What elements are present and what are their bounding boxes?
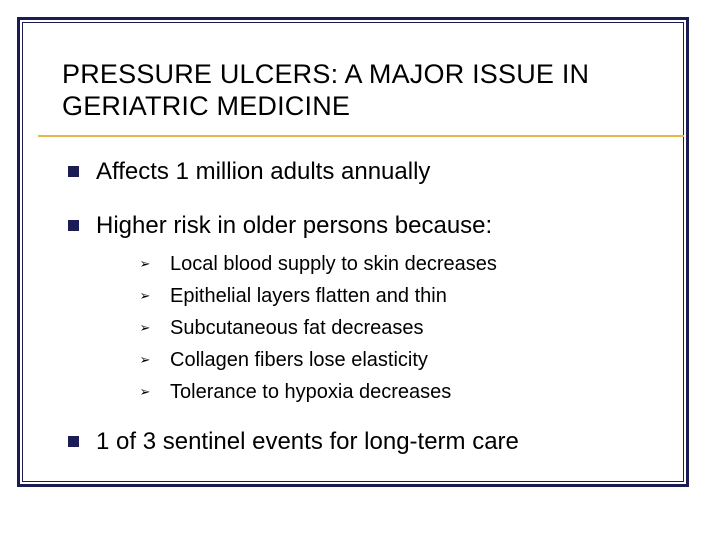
bullet-spacer bbox=[64, 194, 674, 204]
sub-bullet-item bbox=[96, 312, 674, 344]
square-bullet-icon bbox=[68, 436, 79, 447]
square-bullet-icon bbox=[68, 166, 79, 177]
arrowhead-bullet-icon: ➢ bbox=[139, 352, 151, 367]
sub-bullet-text: Local blood supply to skin decreases bbox=[170, 253, 497, 275]
arrowhead-bullet-icon: ➢ bbox=[139, 320, 151, 335]
sub-bullet-text: Tolerance to hypoxia decreases bbox=[170, 381, 452, 403]
bullet-text: Affects 1 million adults annually bbox=[96, 158, 431, 185]
slide-title: PRESSURE ULCERS: A MAJOR ISSUE IN GERIATRIC MEDICINE bbox=[62, 59, 590, 121]
sub-bullet-text: Collagen fibers lose elasticity bbox=[170, 349, 428, 371]
sub-bullet-text: Epithelial layers flatten and thin bbox=[170, 285, 447, 307]
bullet-item bbox=[64, 204, 674, 408]
bullet-text: Higher risk in older persons because: bbox=[96, 212, 493, 239]
arrowhead-bullet-icon: ➢ bbox=[139, 256, 151, 271]
sub-bullet-item bbox=[96, 280, 674, 312]
sub-bullet-list bbox=[96, 248, 674, 408]
bullet-list bbox=[64, 150, 674, 464]
sub-bullet-text: Subcutaneous fat decreases bbox=[170, 317, 424, 339]
arrowhead-bullet-icon: ➢ bbox=[139, 384, 151, 399]
bullet-item bbox=[64, 420, 674, 464]
title-underline bbox=[38, 135, 684, 137]
arrowhead-bullet-icon: ➢ bbox=[139, 288, 151, 303]
sub-bullet-item bbox=[96, 344, 674, 376]
bullet-text: 1 of 3 sentinel events for long-term care bbox=[96, 428, 519, 455]
sub-bullet-item bbox=[96, 376, 674, 408]
sub-bullet-item bbox=[96, 248, 674, 280]
bullet-item bbox=[64, 150, 674, 194]
square-bullet-icon bbox=[68, 220, 79, 231]
